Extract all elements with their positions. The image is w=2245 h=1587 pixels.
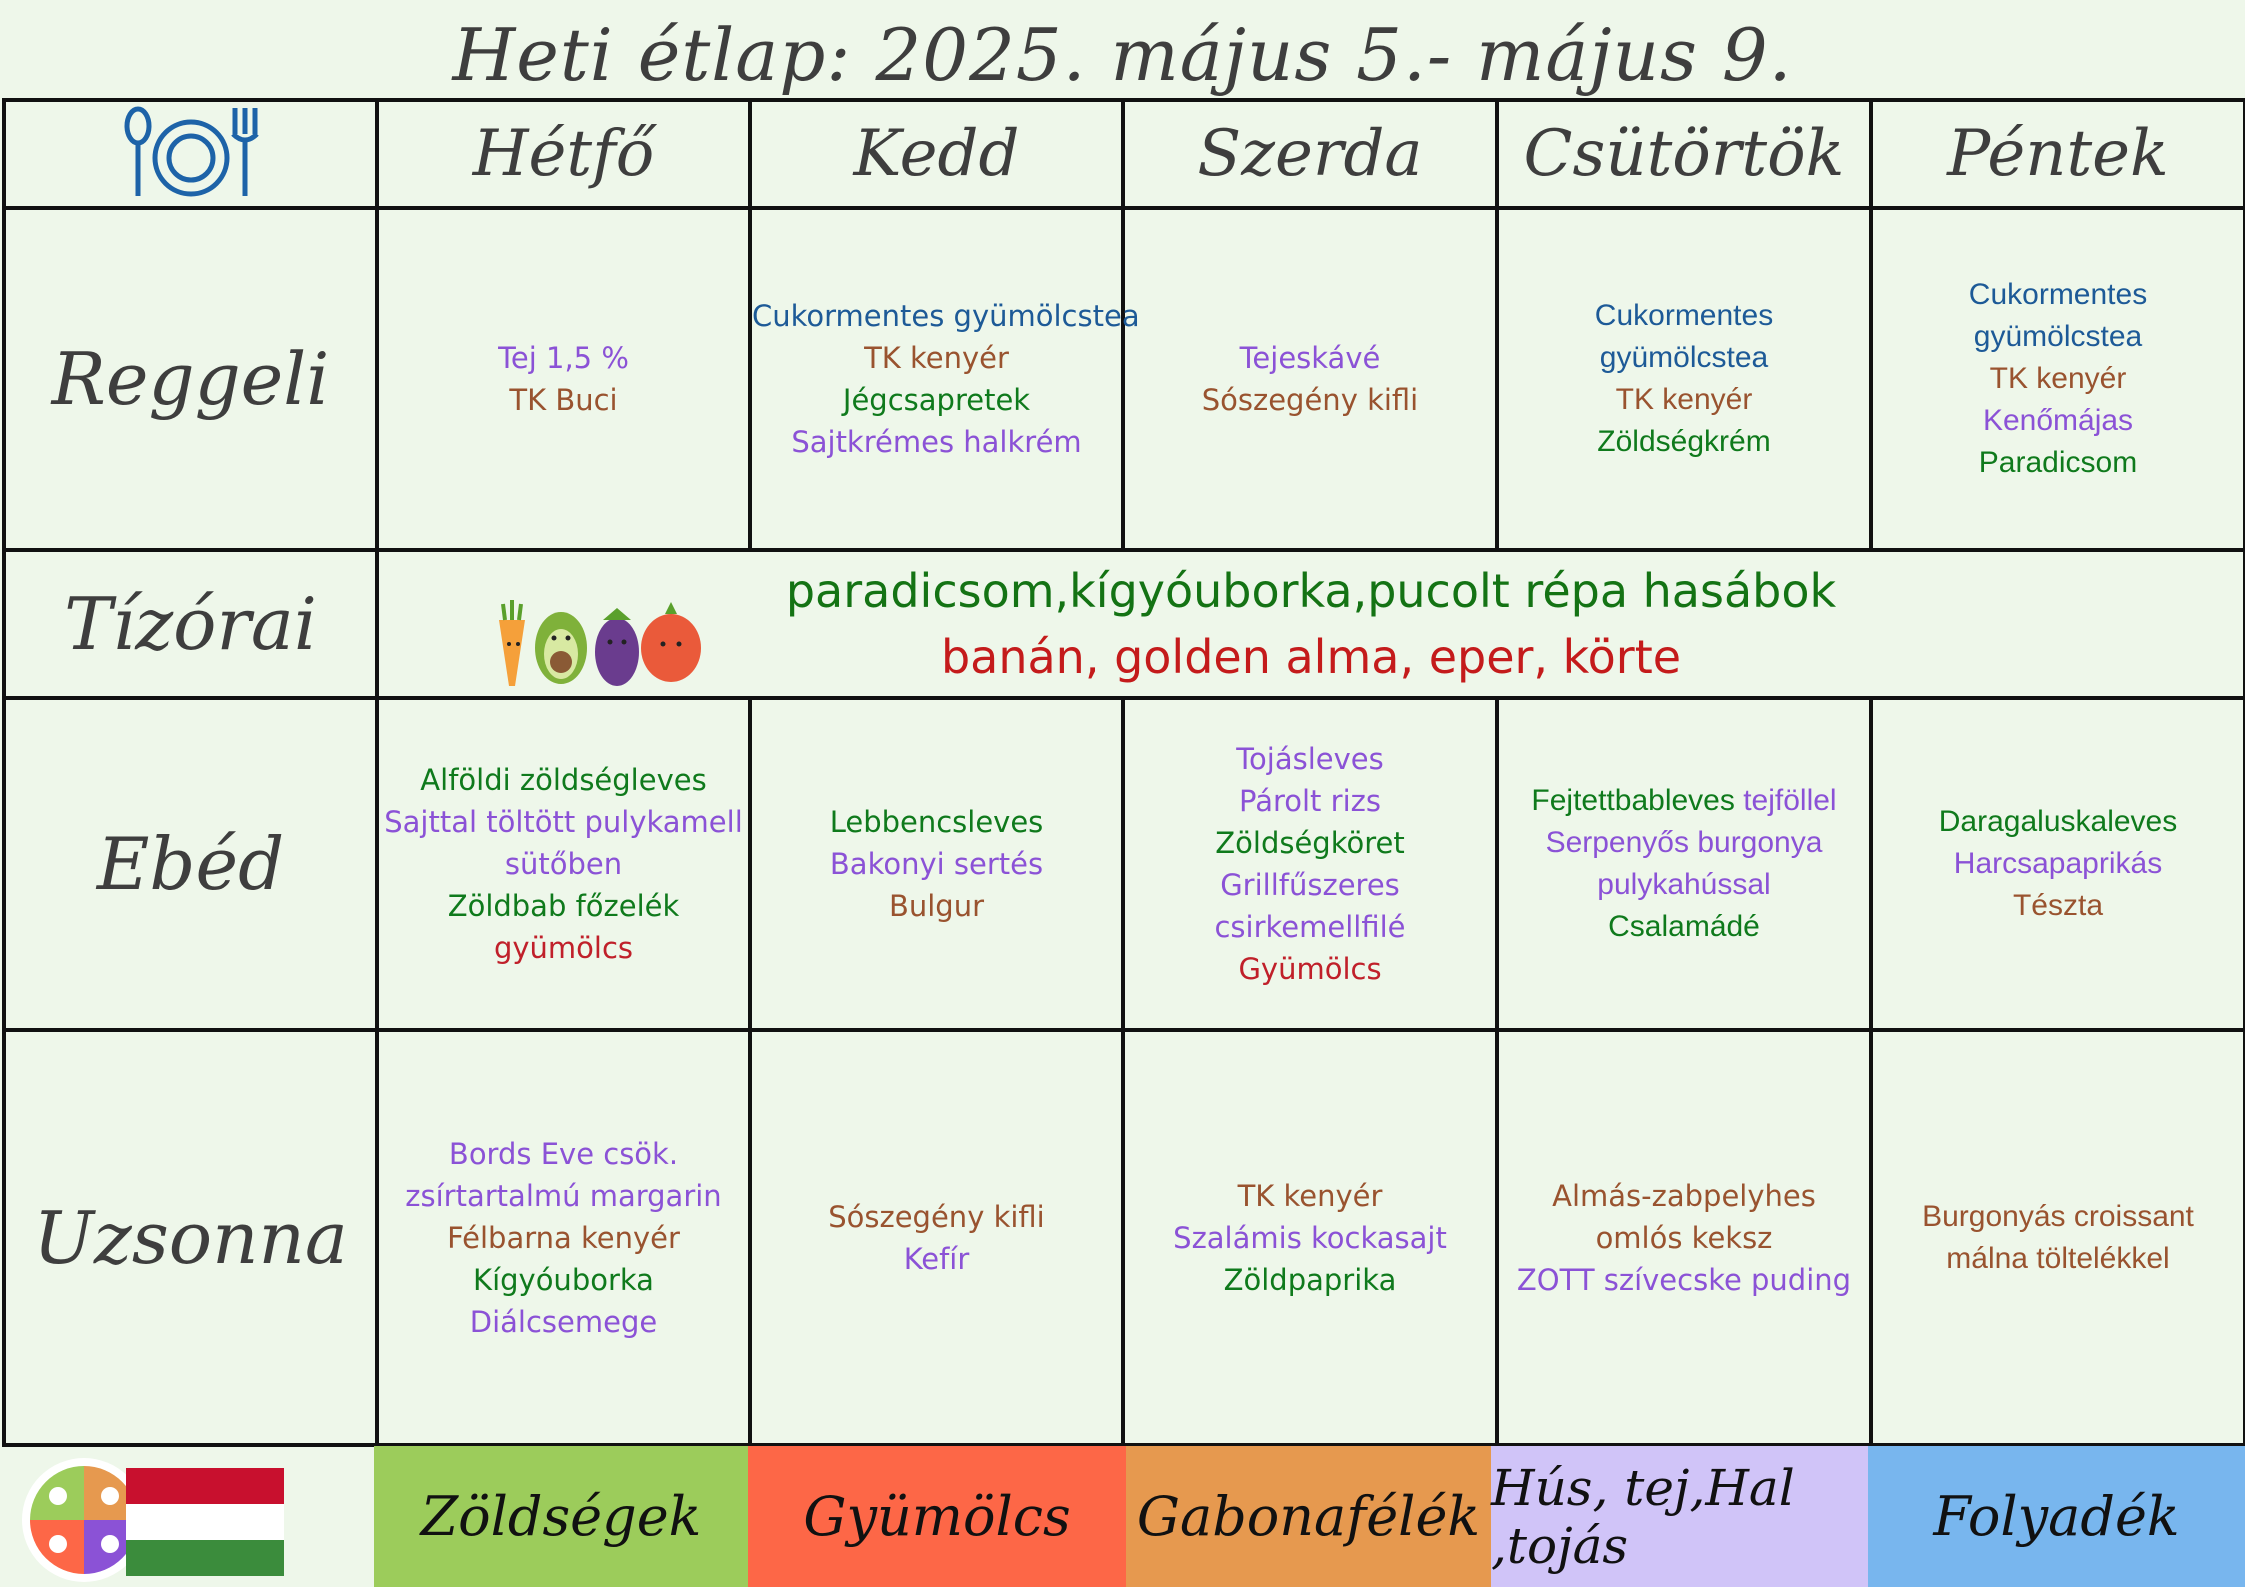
menu-item: pulykahússal	[1597, 868, 1771, 901]
menu-item: Alföldi zöldségleves	[420, 763, 707, 797]
menu-item: Tojásleves	[1236, 742, 1384, 776]
food-group-legend	[0, 1446, 2245, 1587]
legend-vegetables: Zöldségek	[374, 1446, 748, 1587]
menu-item: Cukormentes	[1594, 299, 1774, 332]
day-header-friday: Péntek	[1871, 100, 2245, 208]
menu-item: Paradicsom	[1978, 446, 2138, 479]
menu-item: Grillfűszeres	[1220, 868, 1400, 902]
meal-row-uzsonna	[4, 1030, 2245, 1445]
menu-item: Párolt rizs	[1239, 784, 1381, 818]
menu-item: Cukormentes gyümölcstea	[752, 299, 1140, 333]
menu-item: Csalamádé	[1608, 910, 1760, 943]
menu-item: Gyümölcs	[1238, 952, 1382, 986]
meal-label-ebed: Ebéd	[4, 698, 377, 1030]
menu-cell	[379, 1133, 748, 1343]
menu-item: gyümölcs	[493, 931, 634, 965]
menu-cell	[1873, 801, 2243, 927]
day-header-thursday: Csütörtök	[1497, 100, 1871, 208]
menu-item: Szalámis kockasajt	[1173, 1220, 1447, 1255]
menu-item: Jégcsapretek	[842, 383, 1031, 417]
day-header-wednesday: Szerda	[1123, 100, 1497, 208]
menu-item: Zöldpaprika	[1223, 1262, 1397, 1297]
menu-item: Sajtkrémes halkrém	[791, 425, 1082, 459]
snack-fruits: banán, golden alma, eper, körte	[940, 630, 1682, 684]
header-icon-cell	[4, 100, 377, 208]
menu-cell	[752, 1196, 1121, 1280]
menu-item: TK kenyér	[864, 341, 1009, 375]
menu-item: Kefír	[903, 1241, 970, 1276]
menu-cell	[1499, 295, 1869, 463]
menu-item: ZOTT szívecske puding	[1516, 1262, 1852, 1297]
day-header-row	[4, 100, 2245, 208]
menu-item: TK kenyér	[1237, 1178, 1383, 1213]
menu-item: Bakonyi sertés	[829, 847, 1044, 881]
menu-cell	[752, 295, 1140, 463]
menu-item	[1499, 780, 1869, 822]
menu-item: Kígyóuborka	[473, 1262, 654, 1297]
menu-item: Sószegény kifli	[828, 1199, 1045, 1234]
menu-item: gyümölcstea	[1599, 341, 1769, 374]
day-header-tuesday: Kedd	[750, 100, 1123, 208]
menu-cell	[1873, 1196, 2243, 1280]
menu-item: Serpenyős burgonya	[1545, 826, 1823, 859]
menu-item: Diálcsemege	[469, 1304, 658, 1339]
menu-cell	[1499, 1175, 1869, 1301]
menu-item: Sajttal töltött pulykamell	[384, 805, 743, 839]
meal-label-tizorai: Tízórai	[4, 550, 377, 698]
menu-item: Zöldségköret	[1215, 826, 1405, 860]
menu-item: sütőben	[504, 847, 623, 881]
menu-item: Félbarna kenyér	[447, 1220, 680, 1255]
menu-cell	[1125, 738, 1495, 990]
menu-item: Bords Eve csök.	[448, 1136, 679, 1171]
menu-item: omlós keksz	[1595, 1220, 1773, 1255]
menu-item: Almás-zabpelyhes	[1552, 1178, 1816, 1213]
meal-row-reggeli	[4, 208, 2245, 550]
weekly-menu-table	[2, 98, 2245, 1447]
menu-cell	[379, 337, 748, 421]
menu-item: Bulgur	[888, 889, 985, 923]
menu-item: csirkemellfilé	[1214, 910, 1406, 944]
menu-item: Sószegény kifli	[1201, 383, 1419, 417]
menu-cell	[1499, 780, 1869, 948]
meal-row-tizorai	[4, 550, 2245, 698]
menu-item: Kenőmájas	[1982, 404, 2134, 437]
menu-cell	[379, 759, 748, 969]
menu-item: Zöldségkrém	[1597, 425, 1771, 458]
menu-item: gyümölcstea	[1973, 320, 2143, 353]
menu-item-part: Fejtettbableves	[1531, 784, 1744, 817]
legend-protein: Hús, tej,Hal ,tojás	[1491, 1446, 1868, 1587]
menu-item: Lebbencsleves	[829, 805, 1044, 839]
menu-item: Cukormentes	[1968, 278, 2148, 311]
menu-item: Zöldbab főzelék	[447, 889, 680, 923]
menu-item: zsírtartalmú margarin	[405, 1178, 722, 1213]
legend-grains: Gabonafélék	[1126, 1446, 1491, 1587]
menu-item: Tészta	[2012, 889, 2104, 922]
menu-item: TK Buci	[509, 383, 618, 417]
menu-item: Burgonyás croissant	[1922, 1199, 2194, 1233]
meal-label-uzsonna: Uzsonna	[4, 1030, 377, 1445]
menu-item: TK kenyér	[1615, 383, 1753, 416]
legend-liquids: Folyadék	[1868, 1446, 2245, 1587]
menu-cell	[752, 801, 1121, 927]
menu-item: málna töltelékkel	[1946, 1241, 2170, 1275]
meal-row-ebed	[4, 698, 2245, 1030]
plate-cutlery-icon	[121, 104, 261, 200]
menu-item: Tejeskávé	[1239, 341, 1381, 375]
menu-item: Daragaluskaleves	[1938, 805, 2178, 838]
menu-item: Tej 1,5 %	[498, 341, 629, 375]
snack-vegetables: paradicsom,kígyóuborka,pucolt répa hasábok	[785, 564, 1837, 618]
menu-cell	[1125, 337, 1495, 421]
page-title: Heti étlap: 2025. május 5.- május 9.	[452, 13, 1793, 97]
meal-label-reggeli: Reggeli	[4, 208, 377, 550]
menu-item-part: tejföllel	[1743, 784, 1837, 817]
menu-item: Harcsapaprikás	[1953, 847, 2163, 880]
menu-cell	[1873, 274, 2243, 484]
vegetable-mascots-icon	[489, 592, 709, 692]
hungarian-flag-icon	[126, 1468, 284, 1576]
day-header-monday: Hétfő	[377, 100, 750, 208]
legend-fruits: Gyümölcs	[748, 1446, 1126, 1587]
menu-cell	[1125, 1175, 1495, 1301]
menu-item: TK kenyér	[1989, 362, 2127, 395]
